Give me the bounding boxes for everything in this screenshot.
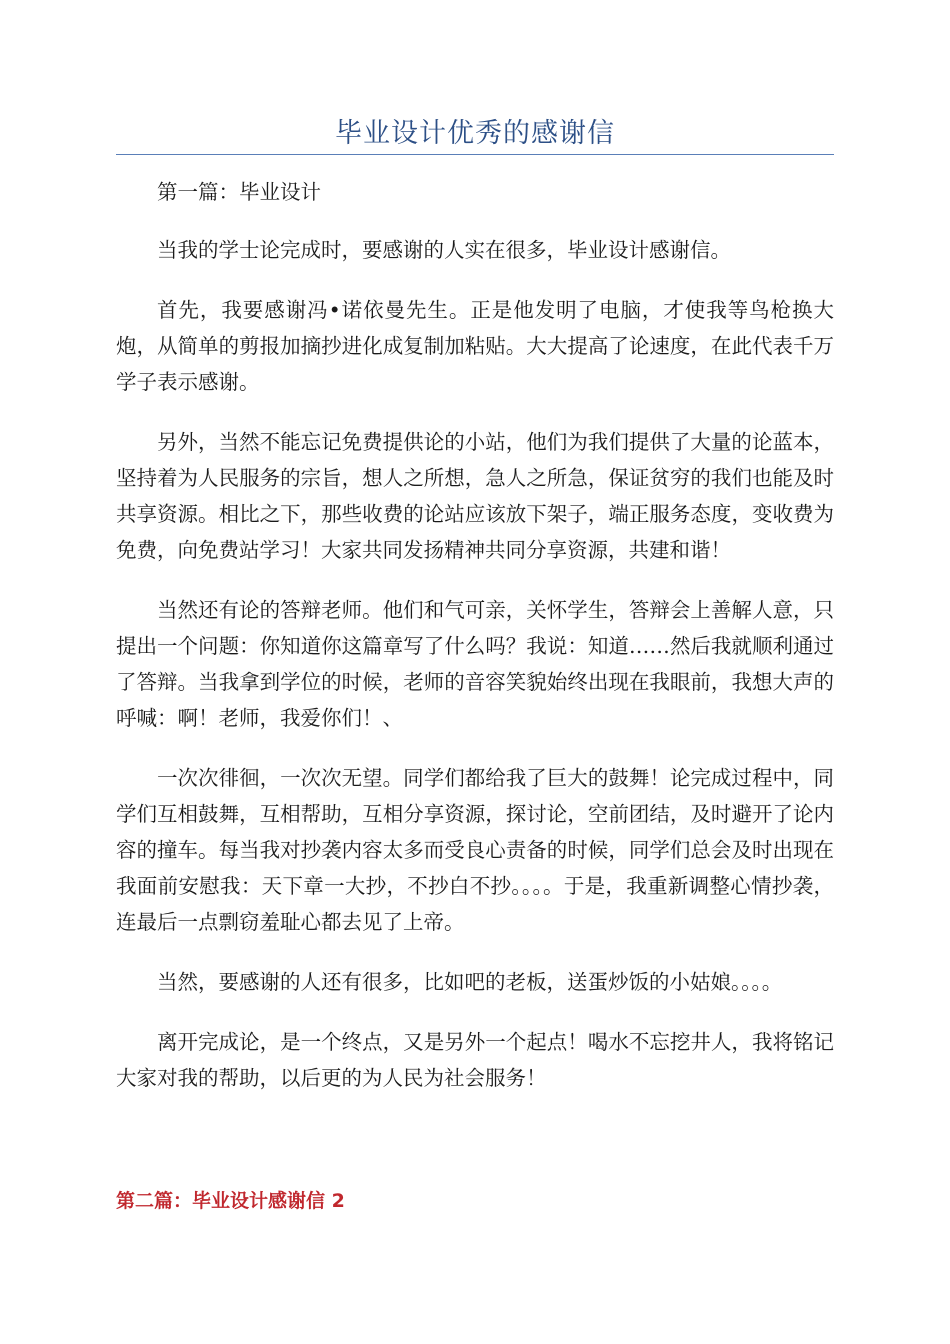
- section1-heading: 第一篇：毕业设计: [157, 180, 321, 204]
- paragraph: 另外，当然不能忘记免费提供论的小站，他们为我们提供了大量的论蓝本，坚持着为人民服务的宗旨，想人之所想，急人之所急，保证贫穷的我们也能及时共享资源。相比之下，那些收费的论站应该放下架子，端正服务态度，变收费为免费，向免费站学习！大家共同发扬精神共同分享资源，共建和谐！: [116, 430, 834, 562]
- paragraph: 首先，我要感谢冯•诺依曼先生。正是他发明了电脑，才使我等鸟枪换大炮，从简单的剪报加摘抄进化成复制加粘贴。大大提高了论速度，在此代表千万学子表示感谢。: [116, 298, 834, 394]
- document-title: 毕业设计优秀的感谢信: [335, 118, 615, 149]
- section2-heading: 第二篇：毕业设计感谢信 2: [116, 1190, 345, 1212]
- paragraph: 当然，要感谢的人还有很多，比如吧的老板，送蛋炒饭的小姑娘。。。。: [157, 970, 783, 994]
- title-underline: [116, 154, 834, 155]
- document-body: [116, 174, 834, 1120]
- paragraph: 当然还有论的答辩老师。他们和气可亲，关怀学生，答辩会上善解人意，只提出一个问题：你知道你这篇章写了什么吗？我说：知道……然后我就顺利通过了答辩。当我拿到学位的时候，老师的音容笑貌始终出现在我眼前，我想大声的呼喊：啊！老师，我爱你们！、: [116, 598, 834, 730]
- paragraph: 一次次徘徊，一次次无望。同学们都给我了巨大的鼓舞！论完成过程中，同学们互相鼓舞，互相帮助，互相分享资源，探讨论，空前团结，及时避开了论内容的撞车。每当我对抄袭内容太多而受良心责备的时候，同学们总会及时出现在我面前安慰我：天下章一大抄，不抄白不抄。。。。于是，我重新调整心情抄袭，连最后一点剽窃羞耻心都去见了上帝。: [116, 766, 834, 934]
- paragraph: 离开完成论，是一个终点，又是另外一个起点！喝水不忘挖井人，我将铭记大家对我的帮助，以后更的为人民为社会服务！: [116, 1030, 834, 1090]
- paragraph: 当我的学士论完成时，要感谢的人实在很多，毕业设计感谢信。: [157, 238, 731, 262]
